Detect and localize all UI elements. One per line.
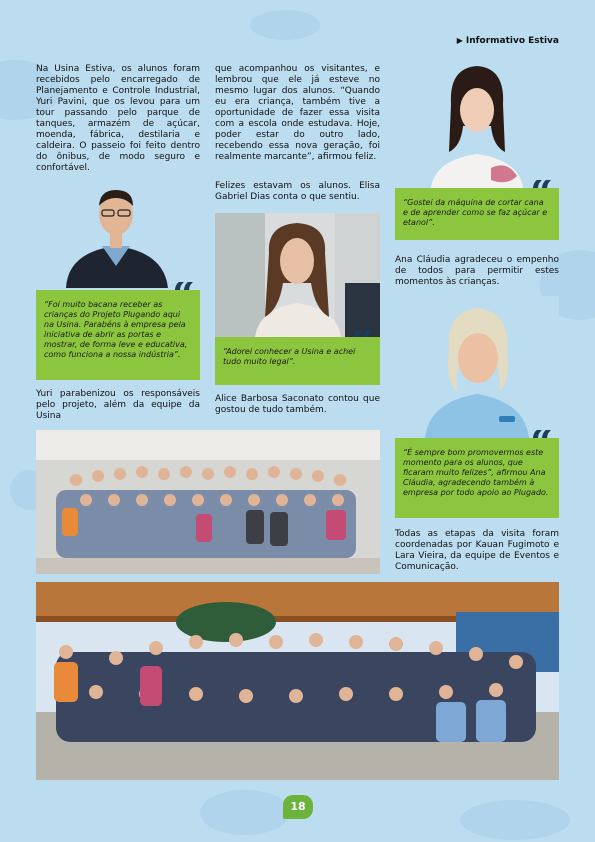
column1-paragraph2: Yuri parabenizou os responsáveis pelo projeto, além da equipe da Usina: [36, 389, 200, 421]
page-number-badge: 18: [283, 795, 313, 819]
group-photo-illustration: [36, 582, 559, 780]
quote-elisa-text: “Adorei conhecer a Usina e achei tudo muito legal”.: [223, 347, 356, 366]
quote-alice-text: “Gostei da máquina de cortar cana e de aprender como se faz açúcar e etanol”.: [403, 198, 548, 227]
quote-yuri: [36, 290, 200, 380]
header-label: Informativo Estiva: [465, 36, 559, 46]
column2-paragraph3: Alice Barbosa Saconato contou que gostou de tudo também.: [215, 394, 380, 415]
quote-ana-claudia-text: “É sempre bom promovermos este momento para os alunos, que ficaram muito felizes”, afirmou Ana Cláudia, agradecendo também à empresa por todo apoio ao Plugado.: [403, 448, 549, 497]
background-shape: [460, 800, 570, 840]
portrait-illustration: [36, 180, 200, 288]
column2-paragraph1: que acompanhou os visitantes, e lembrou que ele já esteve no mesmo lugar dos alunos. “Quando eu era criança, também tive a oportunidade de fazer essa visita com a escola onde estudava. Hoje, poder estar do outro lado, recebendo essa nova geração, foi realmente marcante”, afirmou feliz.: [215, 64, 380, 162]
photo-yuri-pavini: [36, 180, 200, 288]
photo-alice-barbosa-saconato: [395, 60, 559, 188]
group-photo-classroom: [36, 430, 380, 574]
background-shape: [250, 10, 320, 40]
column3-paragraph1: Ana Cláudia agradeceu o empenho de todos para permitir estes momentos às crianças.: [395, 255, 559, 287]
group-photo-illustration: [36, 430, 380, 574]
column3-paragraph2: Todas as etapas da visita foram coordenadas por Kauan Fugimoto e Lara Vieira, da equipe de Eventos e Comunicação.: [395, 529, 559, 572]
triangle-icon: ▶: [456, 36, 463, 45]
quote-yuri-text: “Foi muito bacana receber as crianças do Projeto Plugando aqui na Usina. Parabéns à empresa pela iniciativa de abrir as portas e mostrar, de forma leve e educativa, como funciona a nossa indústria”.: [44, 300, 188, 359]
portrait-illustration: [395, 60, 559, 188]
quote-ana-claudia: [395, 438, 559, 518]
background-shape: [200, 790, 290, 835]
group-photo-outdoor: [36, 582, 559, 780]
publication-header: [457, 36, 559, 46]
column1-paragraph1: Na Usina Estiva, os alunos foram recebidos pelo encarregado de Planejamento e Controle Industrial, Yuri Pavini, que os levou para um tour passando pelo parque de tanques, armazém de açúcar, moenda, fábrica, destilaria e caldeira. O passeio foi feito dentro do ônibus, de modo seguro e confortável.: [36, 64, 200, 173]
quote-elisa: [215, 337, 380, 385]
portrait-illustration: [215, 213, 380, 337]
portrait-illustration: [395, 296, 559, 438]
quote-alice: [395, 188, 559, 240]
column2-paragraph2: Felizes estavam os alunos. Elisa Gabriel Dias conta o que sentiu.: [215, 181, 380, 202]
photo-elisa-gabriel-dias: [215, 213, 380, 337]
photo-ana-claudia: [395, 296, 559, 438]
